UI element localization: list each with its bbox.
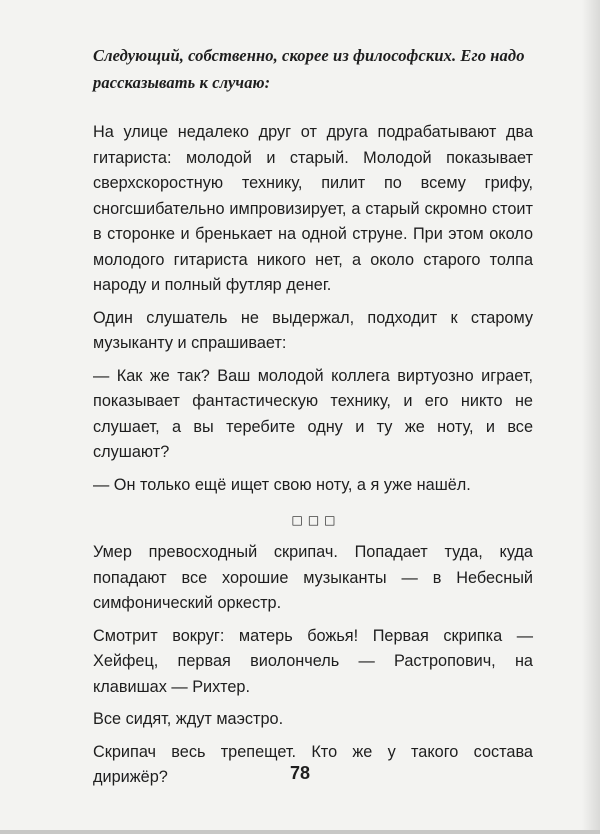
page-edge-bottom: [0, 830, 600, 834]
story1-paragraph-4: — Он только ещё ищет свою ноту, а я уже нашёл.: [93, 475, 471, 494]
intro-paragraph: Следующий, собственно, скорее из философских. Его надо рассказывать к случаю:: [93, 46, 525, 92]
story1-paragraph-3: — Как же так? Ваш молодой коллега виртуозно играет, показывает фантастическую технику, и его никто не слушает, а вы теребите одну и ту же ноту, и все слушают?: [93, 366, 533, 461]
page-text: [93, 42, 533, 798]
story2-paragraph-1: Умер превосходный скрипач. Попадает туда, куда попадают все хорошие музыканты — в Небесный симфонический оркестр.: [93, 543, 533, 612]
section-separator: □□□: [291, 513, 341, 527]
story2-paragraph-4: Скрипач весь трепещет. Кто же у такого состава дирижёр?: [93, 742, 533, 786]
story1-paragraph-2: Один слушатель не выдержал, подходит к старому музыканту и спрашивает:: [93, 308, 533, 352]
story2-paragraph-3: Все сидят, ждут маэстро.: [93, 710, 284, 728]
story2-paragraph-2: Смотрит вокруг: матерь божья! Первая скрипка — Хейфец, первая виолончель — Растропович, на клавишах — Рихтер.: [93, 626, 533, 696]
story1-paragraph-1: На улице недалеко друг от друга подрабатывают два гитариста: молодой и старый. Молодой показывает сверхскоростную технику, пилит по всему грифу, сногсшибательно импровизирует, а старый скромно стоит в сторонке и бренькает на одной струне. При этом около молодого гитариста никого нет, а около старого толпа народу и полный футляр денег.: [93, 123, 533, 294]
page-edge-shadow: [582, 0, 600, 834]
page-number: 78: [289, 763, 311, 783]
